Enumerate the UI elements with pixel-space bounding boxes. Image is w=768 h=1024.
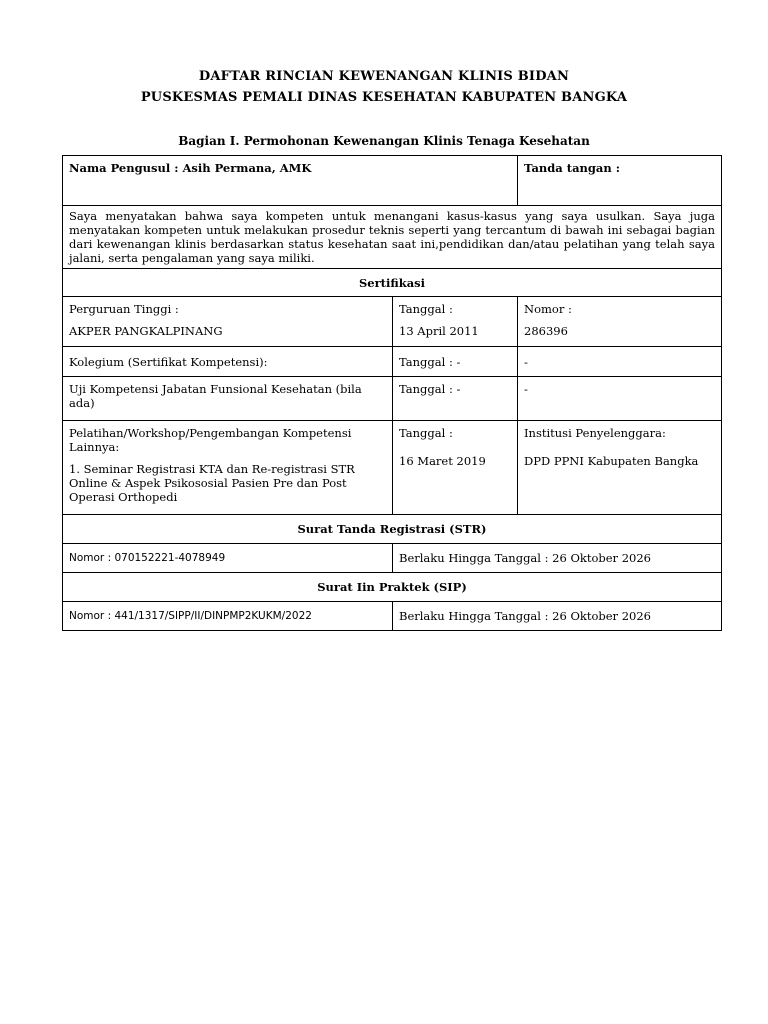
training-item: 1. Seminar Registrasi KTA dan Re-registrasi STR Online & Aspek Psikososial Pasien Pre dan Post Operasi Orthopedi (69, 462, 355, 504)
title-line-2: PUSKESMAS PEMALI DINAS KESEHATAN KABUPATEN BANGKA (140, 90, 628, 105)
university-cell (63, 297, 393, 347)
university-number-cell (518, 297, 722, 347)
university-value: AKPER PANGKALPINANG (69, 324, 223, 338)
str-heading-row (63, 515, 722, 544)
str-row (63, 544, 722, 573)
signature-cell: Tanda tangan : (518, 156, 722, 206)
statement-text: Saya menyatakan bahwa saya kompeten untuk menangani kasus-kasus yang saya usulkan. Saya juga menyatakan kompeten untuk melakukan prosedur teknis seperti yang tercantum di bawah ini sebagai bagian dari kewenangan klinis berdasarkan status kesehatan saat ini,pendidikan dan/atau pelatihan yang telah saya jalani, serta pengalaman yang saya miliki. (63, 206, 722, 269)
str-heading: Surat Tanda Registrasi (STR) (63, 515, 722, 544)
collegium-date: Tanggal : - (393, 347, 518, 377)
certification-heading: Sertifikasi (63, 269, 722, 297)
sip-number: Nomor : 441/1317/SIPP/II/DINPMP2KUKM/2022 (63, 602, 393, 631)
training-date-value: 16 Maret 2019 (399, 454, 486, 468)
competency-test-label: Uji Kompetensi Jabatan Funsional Kesehatan (bila ada) (63, 377, 393, 421)
statement-row (63, 206, 722, 269)
collegium-row (63, 347, 722, 377)
training-date-label: Tanggal : (399, 426, 453, 440)
university-number-value: 286396 (524, 324, 568, 338)
university-date-cell (393, 297, 518, 347)
applicant-row (63, 156, 722, 206)
training-institution-cell (518, 421, 722, 515)
str-valid-until: Berlaku Hingga Tanggal : 26 Oktober 2026 (393, 544, 722, 573)
university-date-value: 13 April 2011 (399, 324, 479, 338)
training-cell (63, 421, 393, 515)
title-line-1: DAFTAR RINCIAN KEWENANGAN KLINIS BIDAN (198, 69, 570, 84)
applicant-name-cell: Nama Pengusul : Asih Permana, AMK (63, 156, 518, 206)
university-row (63, 297, 722, 347)
training-label: Pelatihan/Workshop/Pengembangan Kompetensi Lainnya: (69, 426, 352, 454)
collegium-label: Kolegium (Sertifikat Kompetensi): (63, 347, 393, 377)
university-date-label: Tanggal : (399, 302, 453, 316)
sip-heading-row (63, 573, 722, 602)
sip-heading: Surat Iin Praktek (SIP) (63, 573, 722, 602)
training-row (63, 421, 722, 515)
section-title: Bagian I. Permohonan Kewenangan Klinis Tenaga Kesehatan (178, 134, 590, 148)
certification-heading-row (63, 269, 722, 297)
training-institution-value: DPD PPNI Kabupaten Bangka (524, 454, 699, 468)
collegium-number: - (518, 347, 722, 377)
str-number: Nomor : 070152221-4078949 (63, 544, 393, 573)
document-title (0, 66, 768, 108)
competency-test-row (63, 377, 722, 421)
application-form-table (62, 155, 722, 631)
training-institution-label: Institusi Penyelenggara: (524, 426, 666, 440)
university-number-label: Nomor : (524, 302, 572, 316)
training-date-cell (393, 421, 518, 515)
sip-row (63, 602, 722, 631)
university-label: Perguruan Tinggi : (69, 302, 179, 316)
competency-test-number: - (518, 377, 722, 421)
competency-test-date: Tanggal : - (393, 377, 518, 421)
sip-valid-until: Berlaku Hingga Tanggal : 26 Oktober 2026 (393, 602, 722, 631)
